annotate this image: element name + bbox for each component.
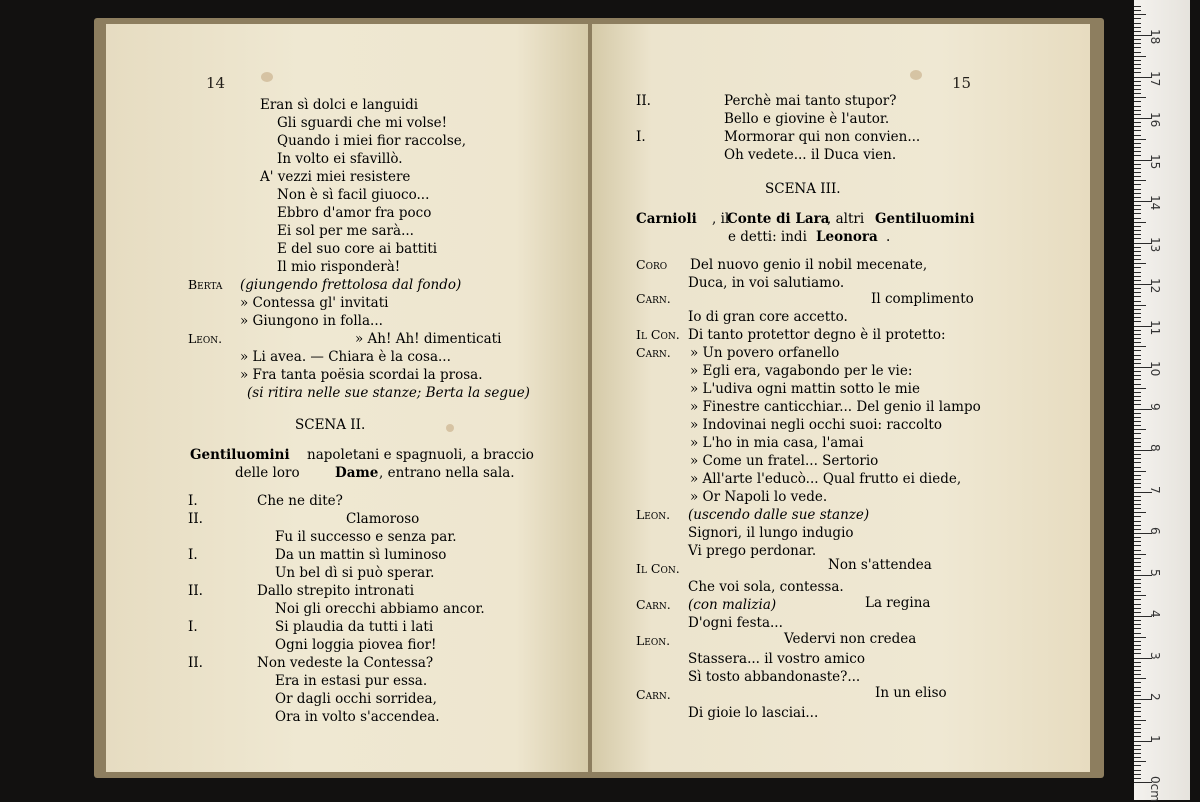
ruler-tick <box>1134 346 1146 347</box>
ruler-tick <box>1134 458 1141 459</box>
ruler-tick <box>1134 508 1141 509</box>
ruler-tick <box>1134 218 1141 219</box>
text-line: (uscendo dalle sue stanze) <box>688 507 870 523</box>
text-line: Carn. <box>636 597 671 612</box>
ruler-tick <box>1134 724 1141 725</box>
text-line: Gentiluomini <box>190 447 290 463</box>
foxing-spot <box>446 424 454 432</box>
text-line: » Come un fratel... Sertorio <box>690 453 879 469</box>
ruler-tick <box>1134 454 1141 455</box>
ruler-tick <box>1134 682 1141 683</box>
ruler-tick <box>1134 280 1141 281</box>
text-line: II. <box>188 583 203 599</box>
text-line: Del nuovo genio il nobil mecenate, <box>690 257 928 273</box>
ruler-label: 12 <box>1148 278 1162 294</box>
text-line: Leon. <box>636 633 671 648</box>
ruler-tick <box>1134 272 1141 273</box>
ruler-tick <box>1134 342 1141 343</box>
ruler-tick <box>1134 184 1141 185</box>
ruler-tick <box>1134 305 1146 306</box>
ruler-tick <box>1134 662 1141 663</box>
text-line: Un bel dì si può sperar. <box>275 565 435 581</box>
ruler-tick <box>1134 446 1141 447</box>
ruler-tick <box>1134 400 1141 401</box>
ruler-tick <box>1134 396 1141 397</box>
text-line: (giungendo frettolosa dal fondo) <box>240 277 462 293</box>
ruler-tick <box>1134 666 1141 667</box>
ruler-tick <box>1134 18 1141 19</box>
ruler-tick <box>1134 56 1146 57</box>
ruler-tick <box>1134 500 1141 501</box>
ruler-tick <box>1134 168 1141 169</box>
text-line: Mormorar qui non convien... <box>724 129 921 145</box>
ruler-tick <box>1134 176 1141 177</box>
ruler-tick <box>1134 736 1141 737</box>
ruler-label: 5 <box>1148 568 1162 577</box>
text-line: A' vezzi miei resistere <box>260 169 411 185</box>
ruler-tick <box>1134 81 1141 82</box>
text-line: Il Con. <box>636 561 680 576</box>
text-line: Ogni loggia piovea fior! <box>275 637 437 653</box>
ruler-tick <box>1134 255 1141 256</box>
ruler-tick <box>1134 64 1141 65</box>
text-line: » Indovinai negli occhi suoi: raccolto <box>690 417 942 433</box>
ruler-tick <box>1134 595 1146 596</box>
text-line: Vi prego perdonar. <box>688 543 817 559</box>
ruler-tick <box>1134 288 1141 289</box>
text-line: Eran sì dolci e languidi <box>260 97 419 113</box>
text-line: Ei sol per me sarà... <box>277 223 414 239</box>
ruler-tick <box>1134 193 1141 194</box>
ruler-label: 11 <box>1148 319 1162 335</box>
ruler-tick <box>1134 355 1141 356</box>
ruler-tick <box>1134 541 1141 542</box>
ruler-tick <box>1134 732 1141 733</box>
text-line: Fu il successo e senza par. <box>275 529 457 545</box>
text-line: Gentiluomini <box>875 211 975 227</box>
ruler-tick <box>1134 645 1141 646</box>
text-line: Dame <box>335 465 379 481</box>
ruler-tick <box>1134 442 1141 443</box>
text-line: D'ogni festa... <box>688 615 783 631</box>
text-line: Io di gran core accetto. <box>688 309 848 325</box>
ruler-tick <box>1134 471 1146 472</box>
text-line: In un eliso <box>875 685 947 701</box>
text-line: delle loro <box>235 465 300 481</box>
ruler-tick <box>1134 761 1146 762</box>
ruler-tick <box>1134 620 1141 621</box>
ruler-tick <box>1134 89 1141 90</box>
ruler-tick <box>1134 774 1141 775</box>
ruler-tick <box>1134 467 1141 468</box>
text-line: II. <box>636 93 651 109</box>
ruler-tick <box>1134 180 1146 181</box>
ruler-tick <box>1134 438 1141 439</box>
ruler-tick <box>1134 624 1141 625</box>
ruler-tick <box>1134 413 1141 414</box>
ruler-tick <box>1134 608 1141 609</box>
ruler-tick <box>1134 226 1141 227</box>
ruler-label: 16 <box>1148 112 1162 128</box>
ruler-tick <box>1134 388 1146 389</box>
text-line: Coro <box>636 257 668 272</box>
text-line: In volto ei sfavillò. <box>277 151 403 167</box>
text-line: Clamoroso <box>346 511 420 527</box>
text-line: » L'udiva ogni mattin sotto le mie <box>690 381 920 397</box>
page-number: 15 <box>952 74 972 92</box>
text-line: Leon. <box>188 331 223 346</box>
ruler-tick <box>1134 251 1141 252</box>
ruler-tick <box>1134 433 1141 434</box>
ruler-tick <box>1134 749 1141 750</box>
ruler-tick <box>1134 404 1141 405</box>
text-line: Carn. <box>636 687 671 702</box>
ruler-tick <box>1134 529 1141 530</box>
ruler-tick <box>1134 678 1146 679</box>
ruler-tick <box>1134 301 1141 302</box>
ruler-tick <box>1134 371 1141 372</box>
ruler-tick <box>1134 110 1141 111</box>
text-line: . <box>886 229 891 245</box>
text-line: II. <box>188 511 203 527</box>
text-line: , altri <box>827 211 865 227</box>
ruler-tick <box>1134 139 1146 140</box>
measuring-ruler <box>1134 0 1190 800</box>
ruler-tick <box>1134 114 1141 115</box>
text-line: Duca, in voi salutiamo. <box>688 275 845 291</box>
text-line: SCENA II. <box>295 417 366 433</box>
ruler-label: 9 <box>1148 402 1162 411</box>
text-line: Carnioli <box>636 211 697 227</box>
ruler-tick <box>1134 720 1146 721</box>
text-line: Il complimento <box>871 291 974 307</box>
ruler-tick <box>1134 483 1141 484</box>
text-line: Ebbro d'amor fra poco <box>277 205 432 221</box>
text-line: , entrano nella sala. <box>379 465 515 481</box>
text-line: e detti: indi <box>728 229 807 245</box>
ruler-tick <box>1134 31 1141 32</box>
ruler-tick <box>1134 649 1141 650</box>
ruler-tick <box>1134 330 1141 331</box>
ruler-label: 15 <box>1148 153 1162 169</box>
ruler-tick <box>1134 317 1141 318</box>
text-line: Signori, il lungo indugio <box>688 525 854 541</box>
ruler-tick <box>1134 591 1141 592</box>
ruler-tick <box>1134 496 1141 497</box>
text-line: Stassera... il vostro amico <box>688 651 865 667</box>
text-line: I. <box>188 547 198 563</box>
text-line: Che ne dite? <box>257 493 343 509</box>
ruler-tick <box>1134 653 1141 654</box>
ruler-label: 10 <box>1148 361 1162 377</box>
text-line: Non s'attendea <box>828 557 932 573</box>
ruler-tick <box>1134 753 1141 754</box>
foxing-spot <box>261 72 273 82</box>
ruler-tick <box>1134 670 1141 671</box>
ruler-tick <box>1134 674 1141 675</box>
ruler-tick <box>1134 209 1141 210</box>
ruler-tick <box>1134 309 1141 310</box>
ruler-label: 18 <box>1148 29 1162 45</box>
ruler-tick <box>1134 641 1141 642</box>
ruler-tick <box>1134 475 1141 476</box>
ruler-tick <box>1134 579 1141 580</box>
page-number: 14 <box>206 74 226 92</box>
ruler-tick <box>1134 23 1141 24</box>
ruler-tick <box>1134 72 1141 73</box>
ruler-tick <box>1134 338 1141 339</box>
ruler-tick <box>1134 703 1141 704</box>
ruler-tick <box>1134 628 1141 629</box>
ruler-tick <box>1134 359 1141 360</box>
ruler-tick <box>1134 537 1141 538</box>
ruler-tick <box>1134 421 1141 422</box>
ruler-tick <box>1134 570 1141 571</box>
ruler-tick <box>1134 334 1141 335</box>
ruler-tick <box>1134 417 1141 418</box>
ruler-tick <box>1134 554 1146 555</box>
ruler-tick <box>1134 197 1141 198</box>
text-line: I. <box>636 129 646 145</box>
ruler-label: 13 <box>1148 236 1162 252</box>
ruler-tick <box>1134 213 1141 214</box>
text-line: Leonora <box>816 229 878 245</box>
text-line: Dallo strepito intronati <box>257 583 415 599</box>
ruler-tick <box>1134 583 1141 584</box>
text-line: » Giungono in folla... <box>240 313 383 329</box>
text-line: Carn. <box>636 345 671 360</box>
ruler-tick <box>1134 545 1141 546</box>
text-line: Quando i miei fior raccolse, <box>277 133 467 149</box>
text-line: Di gioie lo lasciai... <box>688 705 819 721</box>
ruler-label: 0cm <box>1148 776 1162 802</box>
ruler-label: 6 <box>1148 527 1162 535</box>
ruler-tick <box>1134 234 1141 235</box>
text-line: Leon. <box>636 507 671 522</box>
ruler-tick <box>1134 429 1146 430</box>
ruler-tick <box>1134 587 1141 588</box>
ruler-tick <box>1134 238 1141 239</box>
text-line: » Li avea. — Chiara è la cosa... <box>240 349 451 365</box>
ruler-tick <box>1134 14 1146 15</box>
text-line: Berta <box>188 277 223 292</box>
ruler-tick <box>1134 247 1141 248</box>
ruler-tick <box>1134 691 1141 692</box>
text-line: » Egli era, vagabondo per le vie: <box>690 363 913 379</box>
ruler-label: 17 <box>1148 70 1162 86</box>
text-line: Di tanto protettor degno è il protetto: <box>688 327 946 343</box>
ruler-tick <box>1134 728 1141 729</box>
ruler-tick <box>1134 392 1141 393</box>
text-line: (si ritira nelle sue stanze; Berta la segue) <box>247 385 530 401</box>
ruler-tick <box>1134 135 1141 136</box>
ruler-tick <box>1134 85 1141 86</box>
ruler-tick <box>1134 230 1141 231</box>
ruler-tick <box>1134 637 1146 638</box>
ruler-tick <box>1134 384 1141 385</box>
text-line: Carn. <box>636 291 671 306</box>
ruler-label: 7 <box>1148 485 1162 494</box>
ruler-tick <box>1134 604 1141 605</box>
ruler-tick <box>1134 757 1141 758</box>
ruler-tick <box>1134 550 1141 551</box>
ruler-tick <box>1134 47 1141 48</box>
ruler-tick <box>1134 43 1141 44</box>
ruler-tick <box>1134 504 1141 505</box>
text-line: Sì tosto abbandonaste?... <box>688 669 861 685</box>
text-line: napoletani e spagnuoli, a braccio <box>307 447 534 463</box>
ruler-tick <box>1134 375 1141 376</box>
ruler-tick <box>1134 101 1141 102</box>
ruler-tick <box>1134 97 1146 98</box>
text-line: Era in estasi pur essa. <box>275 673 428 689</box>
text-line: Che voi sola, contessa. <box>688 579 844 595</box>
ruler-tick <box>1134 462 1141 463</box>
ruler-tick <box>1134 313 1141 314</box>
ruler-tick <box>1134 770 1141 771</box>
ruler-tick <box>1134 147 1141 148</box>
text-line: Non è sì facil giuoco... <box>277 187 430 203</box>
ruler-tick <box>1134 106 1141 107</box>
ruler-tick <box>1134 745 1141 746</box>
ruler-tick <box>1134 599 1141 600</box>
ruler-tick <box>1134 39 1141 40</box>
ruler-tick <box>1134 379 1141 380</box>
text-line: Vedervi non credea <box>784 631 917 647</box>
text-line: Noi gli orecchi abbiamo ancor. <box>275 601 485 617</box>
ruler-tick <box>1134 695 1141 696</box>
ruler-tick <box>1134 558 1141 559</box>
text-line: Non vedeste la Contessa? <box>257 655 434 671</box>
ruler-tick <box>1134 292 1141 293</box>
text-line: Or dagli occhi sorridea, <box>275 691 437 707</box>
ruler-tick <box>1134 566 1141 567</box>
ruler-tick <box>1134 6 1141 7</box>
ruler-label: 4 <box>1148 610 1162 618</box>
ruler-label: 1 <box>1148 734 1162 743</box>
ruler-tick <box>1134 267 1141 268</box>
ruler-tick <box>1134 10 1141 11</box>
ruler-tick <box>1134 93 1141 94</box>
ruler-tick <box>1134 512 1146 513</box>
ruler-tick <box>1134 425 1141 426</box>
text-line: » Or Napoli lo vede. <box>690 489 828 505</box>
text-line: La regina <box>865 595 931 611</box>
ruler-tick <box>1134 222 1146 223</box>
ruler-tick <box>1134 189 1141 190</box>
ruler-tick <box>1134 122 1141 123</box>
text-line: » Finestre canticchiar... Del genio il lampo <box>690 399 981 415</box>
ruler-tick <box>1134 68 1141 69</box>
ruler-tick <box>1134 516 1141 517</box>
ruler-tick <box>1134 276 1141 277</box>
text-line: » Un povero orfanello <box>690 345 840 361</box>
ruler-tick <box>1134 711 1141 712</box>
ruler-tick <box>1134 321 1141 322</box>
text-line: Si plaudia da tutti i lati <box>275 619 434 635</box>
text-line: Perchè mai tanto stupor? <box>724 93 897 109</box>
foxing-spot <box>910 70 922 80</box>
ruler-tick <box>1134 151 1141 152</box>
ruler-tick <box>1134 612 1141 613</box>
ruler-tick <box>1134 687 1141 688</box>
ruler-label: 8 <box>1148 444 1162 452</box>
text-line: Gli sguardi che mi volse! <box>277 115 448 131</box>
ruler-tick <box>1134 164 1141 165</box>
ruler-tick <box>1134 143 1141 144</box>
ruler-tick <box>1134 633 1141 634</box>
text-line: I. <box>188 493 198 509</box>
text-line: Bello e giovine è l'autor. <box>724 111 890 127</box>
ruler-tick <box>1134 130 1141 131</box>
text-line: Da un mattin sì luminoso <box>275 547 447 563</box>
ruler-tick <box>1134 27 1141 28</box>
ruler-tick <box>1134 525 1141 526</box>
ruler-label: 2 <box>1148 693 1162 701</box>
ruler-tick <box>1134 259 1141 260</box>
text-line: » Fra tanta poësia scordai la prosa. <box>240 367 483 383</box>
text-line: » Ah! Ah! dimenticati <box>355 331 502 347</box>
ruler-tick <box>1134 363 1141 364</box>
ruler-tick <box>1134 521 1141 522</box>
text-line: Oh vedete... il Duca vien. <box>724 147 897 163</box>
ruler-tick <box>1134 52 1141 53</box>
ruler-tick <box>1134 765 1141 766</box>
text-line: I. <box>188 619 198 635</box>
text-line: » All'arte l'educò... Qual frutto ei diede, <box>690 471 962 487</box>
ruler-tick <box>1134 60 1141 61</box>
ruler-tick <box>1134 126 1141 127</box>
text-line: (con malizia) <box>688 597 777 613</box>
ruler-label: 14 <box>1148 195 1162 211</box>
text-line: Il mio risponderà! <box>277 259 401 275</box>
text-line: SCENA III. <box>765 181 841 197</box>
text-line: , il <box>712 211 730 227</box>
ruler-tick <box>1134 263 1146 264</box>
text-line: Conte di Lara <box>727 211 830 227</box>
text-line: E del suo core ai battiti <box>277 241 438 257</box>
ruler-tick <box>1134 778 1141 779</box>
ruler-tick <box>1134 707 1141 708</box>
text-line: » Contessa gl' invitati <box>240 295 389 311</box>
ruler-tick <box>1134 172 1141 173</box>
text-line: II. <box>188 655 203 671</box>
text-line: Il Con. <box>636 327 680 342</box>
text-line: Ora in volto s'accendea. <box>275 709 440 725</box>
text-line: » L'ho in mia casa, l'amai <box>690 435 864 451</box>
ruler-tick <box>1134 562 1141 563</box>
ruler-tick <box>1134 296 1141 297</box>
ruler-tick <box>1134 205 1141 206</box>
ruler-label: 3 <box>1148 651 1162 660</box>
ruler-tick <box>1134 350 1141 351</box>
ruler-tick <box>1134 487 1141 488</box>
ruler-tick <box>1134 479 1141 480</box>
ruler-tick <box>1134 716 1141 717</box>
ruler-tick <box>1134 155 1141 156</box>
